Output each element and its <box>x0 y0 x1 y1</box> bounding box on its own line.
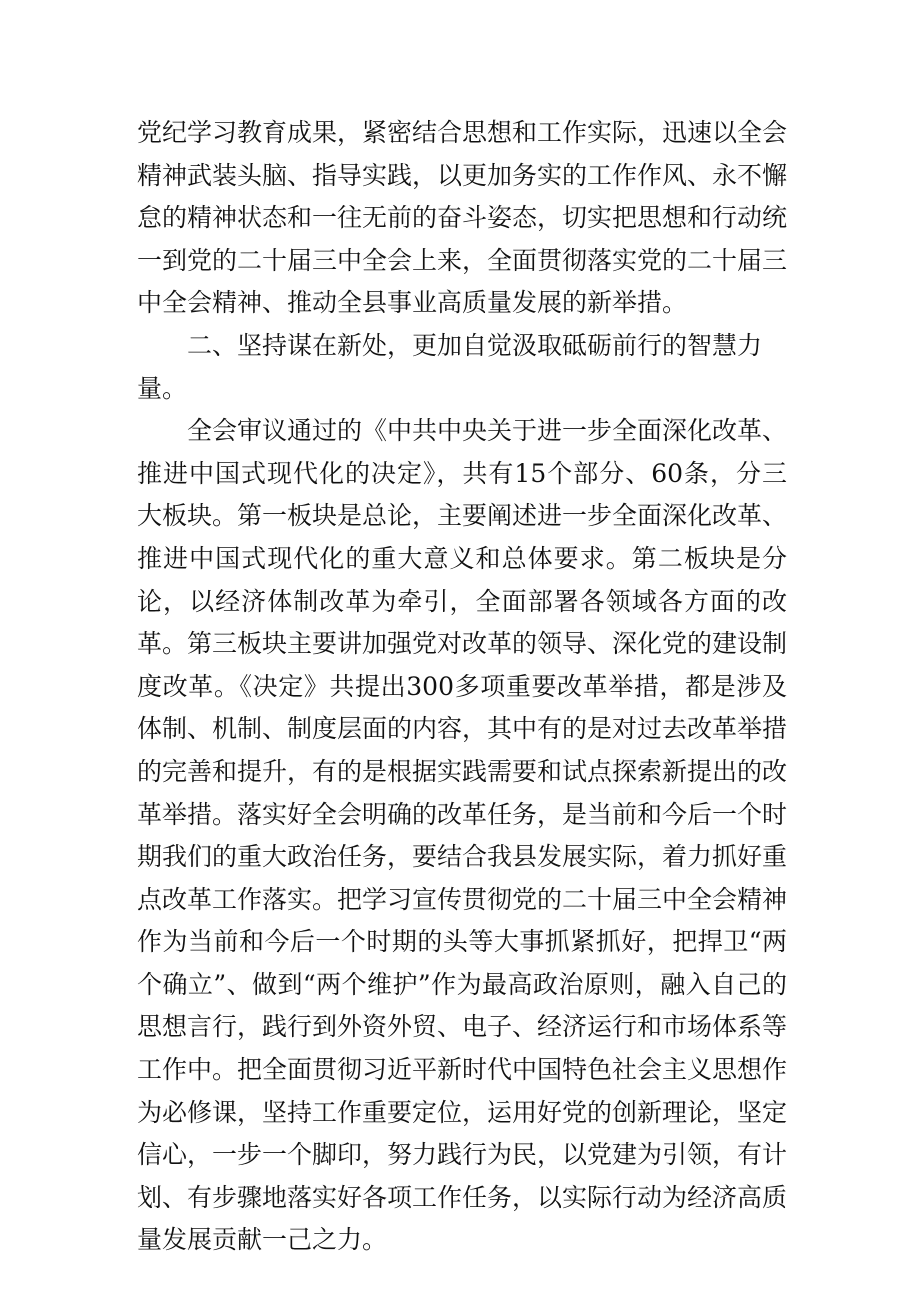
document-body <box>137 112 787 1262</box>
section-heading: 二、坚持谋在新处，更加自觉汲取砥砺前行的智慧力量。 <box>137 330 763 403</box>
paragraph-body: 全会审议通过的《中共中央关于进一步全面深化改革、推进中国式现代化的决定》，共有15个部分、60条，分三大板块。第一板块是总论，主要阐述进一步全面深化改革、推进中国式现代化的重大意义和总体要求。第二板块是分论，以经济体制改革为牵引，全面部署各领域各方面的改革。第三板块主要讲加强党对改革的领导、深化党的建设制度改革。《决定》共提出300多项重要改革举措，都是涉及体制、机制、制度层面的内容，其中有的是对过去改革举措的完善和提升，有的是根据实践需要和试点探索新提出的改革举措。落实好全会明确的改革任务，是当前和今后一个时期我们的重大政治任务，要结合我县发展实际，着力抓好重点改革工作落实。把学习宣传贯彻党的二十届三中全会精神作为当前和今后一个时期的头等大事抓紧抓好，把捍卫“两个确立”、做到“两个维护”作为最高政治原则，融入自己的思想言行，践行到外资外贸、电子、经济运行和市场体系等工作中。把全面贯彻习近平新时代中国特色社会主义思想作为必修课，坚持工作重要定位，运用好党的创新理论，坚定信心，一步一个脚印，努力践行为民，以党建为引领，有计划、有步骤地落实好各项工作任务，以实际行动为经济高质量发展贡献一己之力。 <box>137 416 788 1255</box>
paragraph-continuation: 党纪学习教育成果，紧密结合思想和工作实际，迅速以全会精神武装头脑、指导实践，以更加务实的工作作风、永不懈怠的精神状态和一往无前的奋斗姿态，切实把思想和行动统一到党的二十届三中全会上来，全面贯彻落实党的二十届三中全会精神、推动全县事业高质量发展的新举措。 <box>137 118 788 318</box>
